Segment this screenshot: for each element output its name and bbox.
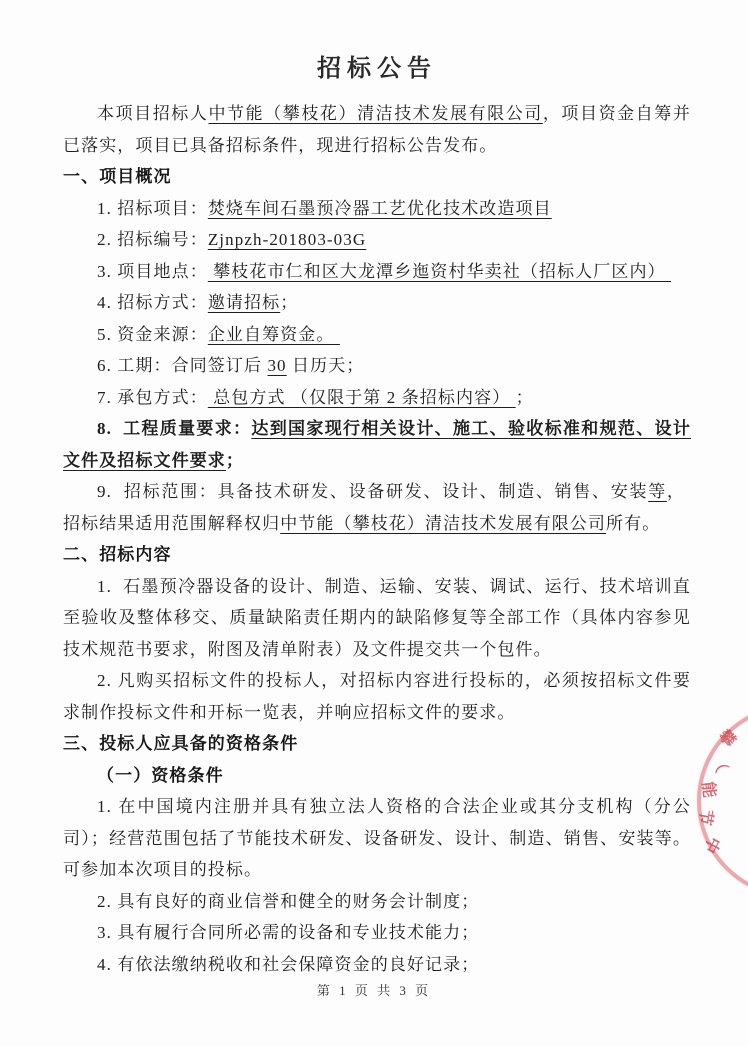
underlined-text-segment: 总包方式 （仅限于第 2 条招标内容）: [207, 387, 516, 407]
text-segment: 一、项目概况: [63, 167, 172, 186]
paragraph: [63, 791, 691, 886]
paragraph: [63, 571, 691, 666]
document-content: [63, 50, 691, 980]
page-title: 招标公告: [317, 56, 437, 82]
list-item: [63, 476, 691, 539]
underlined-text-segment: 攀枝花市仁和区大龙潭乡迤资村华卖社（招标人厂区内）: [207, 261, 672, 281]
list-item: [63, 413, 691, 476]
list-item: [63, 917, 691, 949]
text-segment: ；: [280, 293, 299, 312]
list-item: [63, 949, 691, 981]
seal-character: （: [707, 752, 732, 776]
paragraph: [63, 98, 691, 161]
underlined-text-segment: 邀请招标: [207, 293, 281, 312]
document-body: [63, 98, 691, 980]
text-segment: 9. 招标范围：具备技术研发、设备研发、设计、制造、销售、安装: [97, 482, 649, 501]
underlined-text-segment: 达到国家现行相关设计、施工、验收标准和规范、设计文件及招标文件要求: [63, 419, 691, 470]
text-segment: 6. 工期：合同签订后: [97, 356, 268, 375]
text-segment: 本项目招标人: [97, 104, 209, 123]
seal-character: 攀: [714, 725, 740, 751]
section-heading: [63, 539, 691, 571]
underlined-text-segment: 等: [648, 482, 667, 501]
underlined-text-segment: 30: [267, 356, 287, 375]
text-segment: 1. 在中国境内注册并具有独立法人资格的合法企业或其分支机构（分公司）；经营范围包括了节能技术研发、设备研发、设计、制造、销售、安装等。可参加本次项目的投标。: [63, 797, 691, 879]
underlined-text-segment: 中节能（攀枝花）清洁技术发展有限公司: [208, 104, 543, 123]
list-item: [63, 224, 691, 256]
underlined-text-segment: Zjnpzh-201803-03G: [207, 230, 367, 249]
paragraph: [63, 665, 691, 728]
text-segment: 8. 工程质量要求：: [97, 419, 252, 438]
text-segment: 7. 承包方式：: [97, 387, 208, 407]
underlined-text-segment: 焚烧车间石墨预冷器工艺优化技术改造项目: [207, 198, 552, 218]
list-item: [63, 382, 691, 414]
text-segment: 三、投标人应具备的资格条件: [63, 734, 299, 753]
text-segment: 4. 招标方式：: [97, 293, 208, 312]
text-segment: 2. 凡购买招标文件的投标人，对招标内容进行投标的，必须按招标文件要求制作投标文件和开标一览表，并响应招标文件的要求。: [63, 671, 691, 722]
text-segment: ，项目资金自筹并已落实，项目已具备招标条件，现进行招标公告发布。: [63, 104, 691, 155]
sub-section-heading: [63, 760, 691, 792]
text-segment: ；: [515, 387, 534, 407]
text-segment: 2. 具有良好的商业信誉和健全的财务会计制度；: [97, 891, 480, 911]
text-segment: 4. 有依法缴纳税收和社会保障资金的良好记录；: [97, 954, 480, 974]
page-number-footer: 第 1 页 共 3 页: [316, 983, 432, 998]
text-segment: ， 招标结果适用范围解释权归: [63, 482, 691, 533]
text-segment: 所有。: [606, 513, 661, 533]
text-segment: 1. 石墨预冷器设备的设计、制造、运输、安装、调试、运行、技术培训直至验收及整体移交、质量缺陷责任期内的缺陷修复等全部工作（具体内容参见技术规范书要求，附图及清单附表）及文件提交共一个包件。: [63, 576, 691, 659]
list-item: [63, 350, 691, 382]
seal-character: 节: [695, 807, 717, 827]
text-segment: 3. 项目地点：: [97, 261, 208, 281]
text-segment: （一）资格条件: [97, 765, 224, 785]
text-segment: 5. 资金来源：: [97, 324, 208, 344]
list-item: [63, 319, 691, 351]
text-segment: ；: [225, 450, 245, 470]
section-heading: [63, 728, 691, 760]
text-segment: 2. 招标编号：: [97, 230, 208, 249]
list-item: [63, 193, 691, 225]
list-item: [63, 287, 691, 319]
underlined-text-segment: 中节能（攀枝花）清洁技术发展有限公司: [280, 513, 607, 533]
text-segment: 日历天；: [286, 356, 365, 375]
text-segment: 3. 具有履行合同所必需的设备和专业技术能力；: [97, 923, 480, 942]
list-item: [63, 886, 691, 918]
seal-circle-arc: [697, 704, 748, 898]
section-heading: [63, 161, 691, 193]
list-item: [63, 256, 691, 288]
seal-character: 中: [699, 833, 725, 857]
underlined-text-segment: 企业自筹资金。: [207, 324, 340, 344]
seal-character: 能: [698, 780, 720, 799]
text-segment: 1. 招标项目：: [97, 198, 208, 218]
text-segment: 二、招标内容: [63, 545, 172, 564]
